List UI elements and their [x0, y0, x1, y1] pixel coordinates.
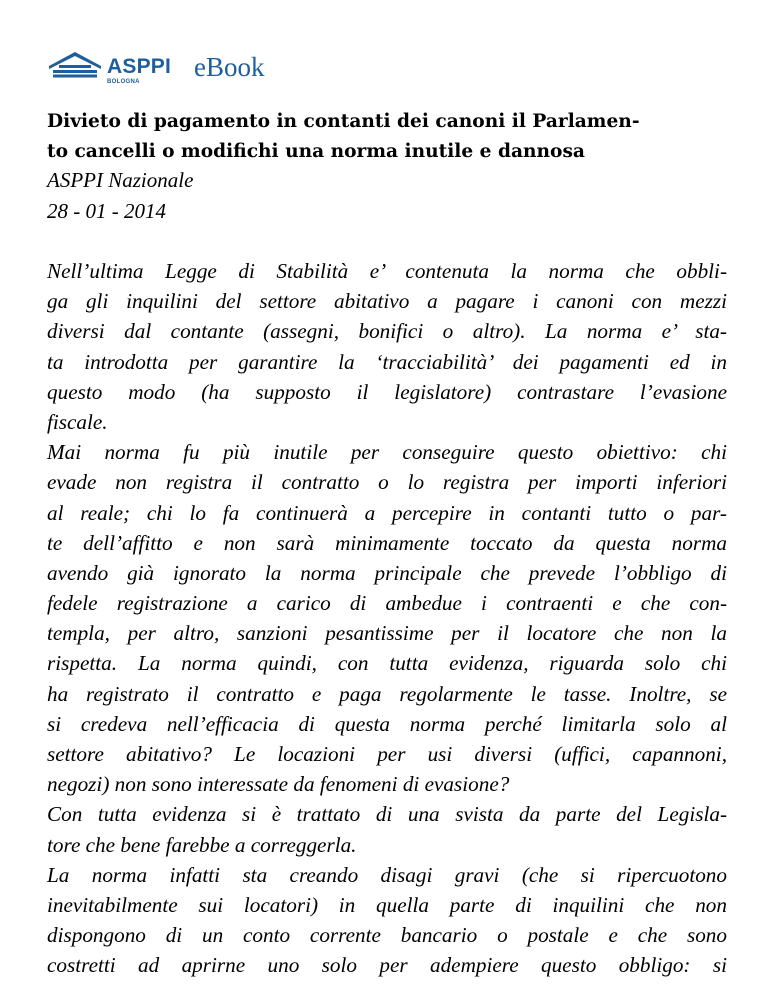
- body-line: al reale; chi lo fa continuerà a percepire in contanti tutto o par-: [47, 500, 727, 525]
- article-author: ASPPI Nazionale: [47, 168, 194, 192]
- product-label: eBook: [194, 52, 265, 82]
- logo-subtext: BOLOGNA: [107, 79, 140, 85]
- logo-wordmark: [107, 50, 171, 85]
- article-title: [47, 106, 727, 166]
- body-line: costretti ad aprirne uno solo per adempiere questo obbligo: si: [47, 953, 727, 978]
- article-body: [47, 256, 727, 981]
- body-line: fiscale.: [47, 409, 108, 434]
- body-line: si credeva nell’efficacia di questa norma perché limitarla solo al: [47, 711, 727, 736]
- body-line: settore abitativo? Le locazioni per usi diversi (uffici, capannoni,: [47, 742, 727, 766]
- body-line: negozi) non sono interessate da fenomeni di evasione?: [47, 772, 510, 797]
- body-line: ha registrato il contratto e paga regolarmente le tasse. Inoltre, se: [47, 681, 727, 706]
- body-line: avendo già ignorato la norma principale che prevede l’obbligo di: [47, 560, 727, 585]
- house-roof-logo-icon: [47, 50, 103, 80]
- body-line: diversi dal contante (assegni, bonifici o altro). La norma e’ sta-: [47, 319, 727, 344]
- body-line: dispongono di un conto corrente bancario o postale e che sono: [47, 923, 727, 948]
- body-line: templa, per altro, sanzioni pesantissime per il locatore che non la: [47, 621, 727, 646]
- body-line: Con tutta evidenza si è trattato di una svista da parte del Legisla-: [47, 802, 727, 827]
- body-line: La norma infatti sta creando disagi gravi (che si ripercuotono: [47, 862, 727, 887]
- body-line: questo modo (ha supposto il legislatore) contrastare l’evasione: [47, 379, 727, 404]
- body-line: Mai norma fu più inutile per conseguire questo obiettivo: chi: [47, 440, 727, 465]
- title-line: Divieto di pagamento in contanti dei canoni il Parlamen-: [47, 111, 640, 132]
- title-line: to cancelli o modifichi una norma inutile e dannosa: [47, 141, 585, 163]
- body-line: fedele registrazione a carico di ambedue i contraenti e che con-: [47, 591, 727, 616]
- body-line: rispetta. La norma quindi, con tutta evidenza, riguarda solo chi: [47, 651, 727, 676]
- body-line: te dell’affitto e non sarà minimamente toccato da questa norma: [47, 530, 727, 555]
- body-line: ga gli inquilini del settore abitativo a pagare i canoni con mezzi: [47, 289, 727, 314]
- body-line: ta introdotta per garantire la ‘tracciabilità’ dei pagamenti ed in: [47, 349, 727, 374]
- asppi-logo: [47, 50, 171, 86]
- body-line: tore che bene farebbe a correggerla.: [47, 832, 357, 857]
- body-line: Nell’ultima Legge di Stabilità e’ contenuta la norma che obbli-: [47, 259, 727, 283]
- body-line: inevitabilmente sui locatori) in quella parte di inquilini che non: [47, 892, 727, 917]
- article-date: 28 - 01 - 2014: [47, 199, 166, 223]
- logo-word: ASPPI: [107, 55, 172, 78]
- body-line: evade non registra il contratto o lo registra per importi inferiori: [47, 470, 727, 495]
